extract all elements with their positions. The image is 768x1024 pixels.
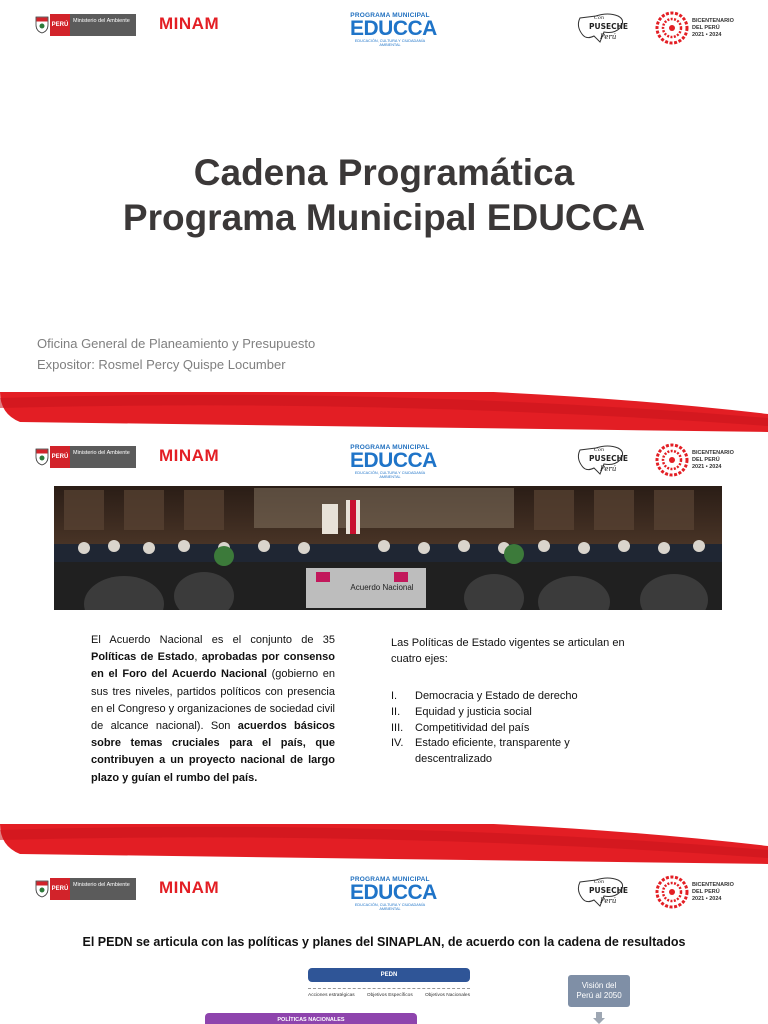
con-text: Con (594, 15, 605, 21)
bicent-line2: DEL PERÚ (692, 25, 720, 31)
con-puseche-logo (574, 874, 634, 910)
peru-ministerio-logo (34, 878, 136, 900)
minam-logo: MINAM (159, 878, 220, 897)
title-line-1: Cadena Programática (193, 152, 575, 193)
logo-bar (0, 864, 768, 918)
acuerdo-nacional-paragraph: El Acuerdo Nacional es el conjunto de 35 Políticas de Estado, aprobadas por consenso en el Foro del Acuerdo Nacional (gobierno en sus tres niveles, partidos políticos con presencia en el Congreso y organizaciones de sociedad civil de alcance nacional). Son acuerdos básicos sobre temas cruciales para el país, que contribuyen a un proyecto nacional de largo plazo y guían el rumbo del país. (91, 634, 335, 784)
con-text: Con (594, 879, 605, 885)
bicentenario-text (692, 18, 734, 39)
bicentenario-logo (654, 10, 754, 46)
peru-label: PERÚ (50, 14, 70, 36)
list-item: I. Democracia y Estado de derecho (391, 690, 578, 702)
educca-sub-text: EDUCACIÓN, CULTURA Y CIUDADANÍA AMBIENTAL (354, 903, 426, 911)
ministerio-label: Ministerio del Ambiente (70, 446, 136, 468)
red-swoosh-decoration (0, 824, 768, 864)
acuerdo-nacional-sign: Acuerdo Nacional (350, 583, 414, 592)
bicentenario-sun-icon (654, 874, 690, 910)
list-item: III. Competitividad del país (391, 721, 530, 734)
pedn-item: Objetivos Nacionales (424, 993, 470, 998)
pedn-divider (308, 988, 470, 989)
educca-main-text: EDUCCA (350, 17, 437, 40)
con-puseche-logo (574, 10, 634, 46)
list-item: II. Equidad y justicia social (391, 705, 532, 718)
puseche-text: PUSECHE (589, 886, 629, 895)
red-swoosh-decoration (0, 392, 768, 432)
peru-ministerio-logo (34, 446, 136, 468)
bicent-line3: 2021 • 2024 (692, 464, 722, 470)
ministerio-label: Ministerio del Ambiente (70, 14, 136, 36)
peru-shield-icon (34, 446, 50, 468)
bicent-line1: BICENTENARIO (692, 450, 734, 456)
educca-sub-text: EDUCACIÓN, CULTURA Y CIUDADANÍA AMBIENTAL (354, 39, 426, 47)
educca-main-text: EDUCCA (350, 449, 437, 472)
minam-logo: MINAM (159, 446, 220, 465)
ejes-list (391, 689, 641, 768)
bicent-line2: DEL PERÚ (692, 457, 720, 463)
bicent-line3: 2021 • 2024 (692, 32, 722, 38)
bicentenario-text (692, 882, 734, 903)
peru-ministerio-logo (34, 14, 136, 36)
educca-top-text: PROGRAMA MUNICIPAL (350, 12, 430, 19)
puseche-text: PUSECHE (589, 454, 629, 463)
puseche-text: PUSECHE (589, 22, 629, 31)
bicentenario-sun-icon (654, 10, 690, 46)
peru-label: PERÚ (50, 446, 70, 468)
title-line-2: Programa Municipal EDUCCA (122, 197, 646, 238)
educca-logo (350, 12, 437, 47)
bicent-line2: DEL PERÚ (692, 889, 720, 895)
slide-acuerdo-nacional (0, 432, 768, 864)
slide-title (0, 0, 768, 432)
politicas-nacionales-box: POLÍTICAS NACIONALES (205, 1013, 417, 1024)
pedn-heading: El PEDN se articula con las políticas y planes del SINAPLAN, de acuerdo con la cadena de resultados (82, 935, 686, 949)
bicent-line3: 2021 • 2024 (692, 896, 722, 902)
peru-shield-icon (34, 14, 50, 36)
pedn-item: Objetivos Específicos (366, 993, 413, 998)
subtitle-oficina: Oficina General de Planeamiento y Presupuesto (37, 336, 316, 351)
educca-main-text: EDUCCA (350, 881, 437, 904)
slide-pedn (0, 864, 768, 1024)
bicentenario-sun-icon (654, 442, 690, 478)
minam-logo: MINAM (159, 14, 220, 33)
logo-bar (0, 0, 768, 54)
subtitle-expositor: Expositor: Rosmel Percy Quispe Locumber (37, 357, 286, 372)
peru-script-text: Perú (600, 897, 617, 905)
bicentenario-logo (654, 442, 754, 478)
bicent-line1: BICENTENARIO (692, 18, 734, 24)
educca-sub-text: EDUCACIÓN, CULTURA Y CIUDADANÍA AMBIENTAL (354, 471, 426, 479)
pedn-items (308, 993, 470, 998)
list-item: IV. Estado eficiente, transparente y descentralizado (391, 737, 570, 766)
bicentenario-logo (654, 874, 754, 910)
logo-bar (0, 432, 768, 486)
vision-line1: Visión del (581, 981, 617, 990)
peru-label: PERÚ (50, 878, 70, 900)
peru-script-text: Perú (600, 33, 617, 41)
pedn-box: PEDN (308, 968, 470, 982)
peru-shield-icon (34, 878, 50, 900)
vision-line2: Perú al 2050 (576, 991, 622, 1000)
pedn-item: Acciones estratégicas (308, 993, 355, 998)
bicentenario-text (692, 450, 734, 471)
educca-top-text: PROGRAMA MUNICIPAL (350, 876, 430, 883)
con-text: Con (594, 447, 605, 453)
slide-main-title (0, 150, 768, 240)
vision-peru-box (568, 975, 630, 1007)
peru-script-text: Perú (600, 465, 617, 473)
educca-logo (350, 876, 437, 911)
ejes-intro: Las Políticas de Estado vigentes se articulan en cuatro ejes: (391, 637, 625, 665)
con-puseche-logo (574, 442, 634, 478)
arrow-down-icon (593, 1012, 605, 1024)
educca-logo (350, 444, 437, 479)
ministerio-label: Ministerio del Ambiente (70, 878, 136, 900)
bicent-line1: BICENTENARIO (692, 882, 734, 888)
educca-top-text: PROGRAMA MUNICIPAL (350, 444, 430, 451)
acuerdo-nacional-meeting-photo (54, 486, 722, 610)
